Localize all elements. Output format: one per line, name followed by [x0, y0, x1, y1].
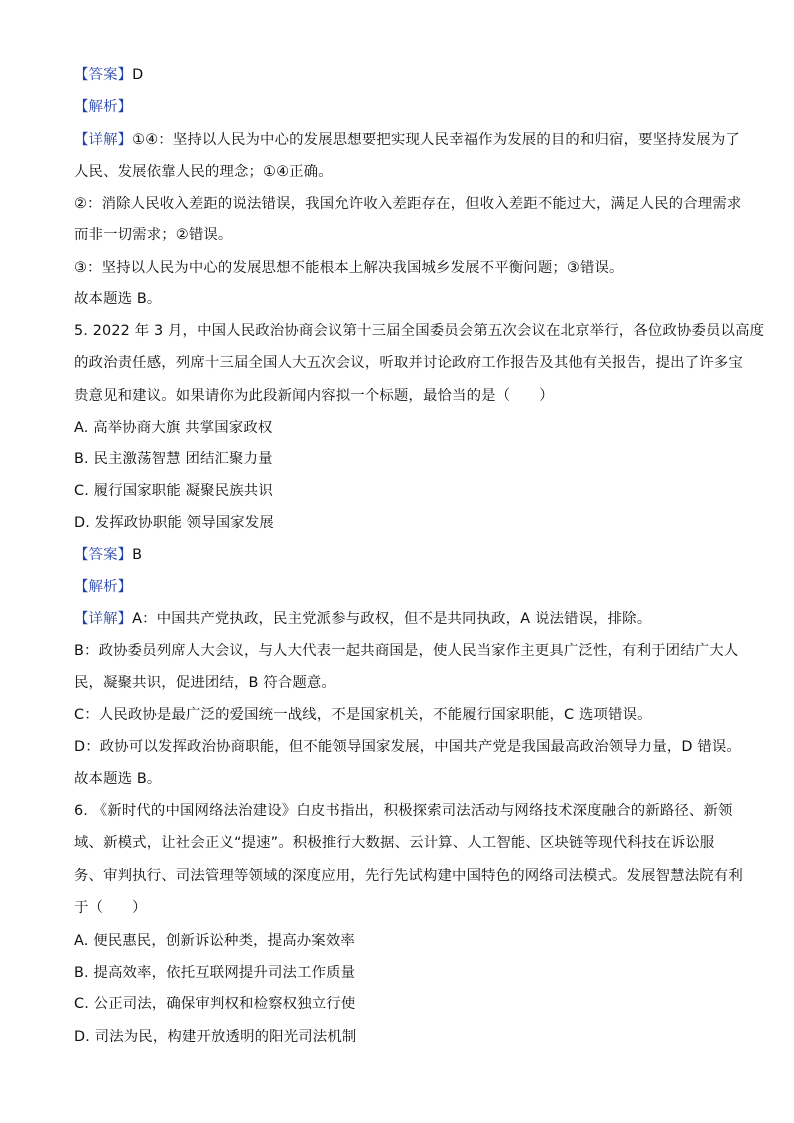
q5-conclusion: 故本题选 B。 — [74, 771, 162, 787]
detail-label: 【详解】 — [74, 132, 133, 148]
q5-option-b: B. 民主激荡智慧 团结汇聚力量 — [74, 451, 273, 467]
q4-detail-line-1 — [74, 130, 740, 150]
q5-detail-line-1 — [74, 609, 651, 629]
q4-detail-text: ①④：坚持以人民为中心的发展思想要把实现人民幸福作为发展的目的和归宿，要坚持发展为了 — [132, 132, 740, 148]
q5-analysis-label: 【解析】 — [74, 579, 133, 595]
q5-option-a: A. 高举协商大旗 共掌国家政权 — [74, 420, 273, 436]
q6-stem-line-4: 于（ ） — [74, 900, 147, 916]
q4-detail-line-5: ③：坚持以人民为中心的发展思想不能根本上解决我国城乡发展不平衡问题；③错误。 — [74, 260, 624, 276]
answer-value: D — [132, 67, 144, 83]
answer-label: 【答案】 — [74, 547, 133, 563]
q4-detail-line-4: 而非一切需求；②错误。 — [74, 227, 233, 243]
q5-detail-line-4: C：人民政协是最广泛的爱国统一战线，不是国家机关，不能履行国家职能，C 选项错误。 — [74, 707, 652, 723]
q6-option-b: B. 提高效率，依托互联网提升司法工作质量 — [74, 965, 356, 981]
q4-conclusion: 故本题选 B。 — [74, 291, 162, 307]
q5-detail-line-3: 民，凝聚共识，促进团结，B 符合题意。 — [74, 675, 336, 691]
q6-option-d: D. 司法为民，构建开放透明的阳光司法机制 — [74, 1029, 357, 1045]
q6-option-c: C. 公正司法，确保审判权和检察权独立行使 — [74, 996, 356, 1012]
q5-stem-line-3: 贵意见和建议。如果请你为此段新闻内容拟一个标题，最恰当的是（ ） — [74, 388, 554, 404]
q6-stem-line-3: 务、审判执行、司法管理等领域的深度应用，先行先试构建中国特色的网络司法模式。发展智慧法院有利 — [74, 868, 743, 884]
q5-detail-line-5: D：政协可以发挥政治协商职能，但不能领导国家发展，中国共产党是我国最高政治领导力量，D 错误。 — [74, 739, 741, 755]
q4-detail-line-2: 人民、发展依靠人民的理念；①④正确。 — [74, 164, 333, 180]
q5-option-c: C. 履行国家职能 凝聚民族共识 — [74, 483, 273, 499]
q5-detail-line-2: B：政协委员列席人大会议，与人大代表一起共商国是，使人民当家作主更具广泛性，有利于团结广大人 — [74, 643, 739, 659]
q5-detail-text: A：中国共产党执政，民主党派参与政权，但不是共同执政，A 说法错误，排除。 — [132, 611, 652, 627]
answer-value: B — [132, 547, 143, 563]
q5-answer-line — [74, 545, 142, 565]
q5-option-d: D. 发挥政协职能 领导国家发展 — [74, 515, 274, 531]
q6-stem-line-2: 域、新模式，让社会正义“提速”。积极推行大数据、云计算、人工智能、区块链等现代科技在诉讼服 — [74, 835, 715, 851]
q6-option-a: A. 便民惠民，创新诉讼种类，提高办案效率 — [74, 933, 355, 949]
answer-label: 【答案】 — [74, 67, 133, 83]
q4-analysis-label: 【解析】 — [74, 99, 133, 115]
q4-answer-line — [74, 65, 143, 85]
detail-label: 【详解】 — [74, 611, 133, 627]
q5-stem-line-1: 5. 2022 年 3 月，中国人民政治协商会议第十三届全国委员会第五次会议在北京举行，各位政协委员以高度 — [74, 323, 765, 339]
q5-stem-line-2: 的政治责任感，列席十三届全国人大五次会议，听取并讨论政府工作报告及其他有关报告，提出了许多宝 — [74, 355, 743, 371]
q4-detail-line-3: ②：消除人民收入差距的说法错误，我国允许收入差距存在，但收入差距不能过大，满足人民的合理需求 — [74, 196, 742, 212]
q6-stem-line-1: 6. 《新时代的中国网络法治建设》白皮书指出，积极探索司法活动与网络技术深度融合的新路径、新领 — [74, 803, 733, 819]
